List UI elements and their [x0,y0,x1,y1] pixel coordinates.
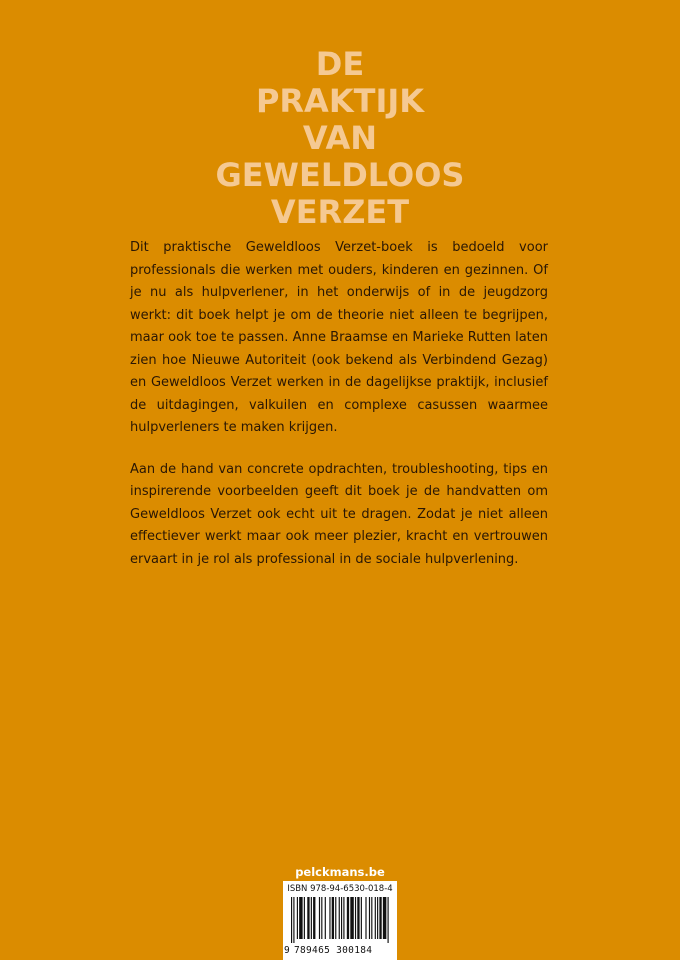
barcode-bar [339,897,340,939]
barcode-bar [311,897,312,939]
barcode-bar [297,897,298,939]
barcode-bar [357,897,359,939]
barcode-bar [332,897,334,939]
barcode-bar [361,897,362,939]
blurb [130,237,548,590]
blurb-paragraph: Dit praktische Geweldloos Verzet-boek is bedoeld voor professionals die werken met ouders, kinderen en gezinnen. Of je nu als hulpverlener, in het onderwijs of in de jeugdzorg werkt: dit boek helpt je om de theorie niet alleen te begrijpen, maar ook toe te passen. Anne Braamse en Marieke Rutten laten zien hoe Nieuwe Autoriteit (ook bekend als Verbindend Gezag) en Geweldloos Verzet werken in de dagelijkse praktijk, inclusief de uitdagingen, valkuilen en complexe casussen waarmee hulpverleners te maken krijgen. [130,240,548,435]
barcode-bar [321,897,322,939]
barcode-bar [383,897,386,939]
blurb-paragraph: Aan de hand van concrete opdrachten, troubleshooting, tips en inspirerende voorbeelden geeft dit boek je de handvatten om Geweldloos Verzet ook echt uit te dragen. Zodat je niet alleen effectiever werkt maar ook meer plezier, kracht en vertrouwen ervaart in je rol als professional in de sociale hulpverlening. [130,461,548,567]
barcode-bar [307,897,309,939]
barcode-bar [304,897,305,939]
barcode-bar [319,897,320,939]
barcode-bar [350,897,353,939]
barcode-bar [379,897,381,939]
barcode-bar [313,897,315,939]
isbn-label: ISBN 978-94-6530-018-4 [287,884,393,894]
barcode-bar [347,897,349,939]
publisher-url: pelckmans.be [295,865,385,879]
ean-lead-digit: 9 [284,945,290,956]
barcode-bar [343,897,344,939]
barcode-bar [291,897,292,943]
book-title [0,46,680,231]
title-line: PRAKTIJK [255,82,425,120]
barcode-bar [341,897,342,939]
barcode-bar [355,897,356,939]
barcode-bar [329,897,330,939]
ean-digits: 789465 300184 [294,945,373,956]
barcode-bar [325,897,326,939]
barcode-bar [369,897,370,939]
barcode-bar [377,897,378,939]
title-line: VAN [302,119,378,157]
barcode-bar [365,897,366,939]
barcode-bar [371,897,372,939]
barcode-bar [293,897,294,943]
barcode [283,881,397,960]
barcode-bar [388,897,389,943]
barcode-bar [299,897,302,939]
barcode-bar [335,897,336,939]
barcode-bar [375,897,376,939]
title-line: DE [315,45,365,83]
title-line: VERZET [270,193,410,231]
title-line: GEWELDLOOS [215,156,465,194]
barcode-bars [291,897,391,943]
